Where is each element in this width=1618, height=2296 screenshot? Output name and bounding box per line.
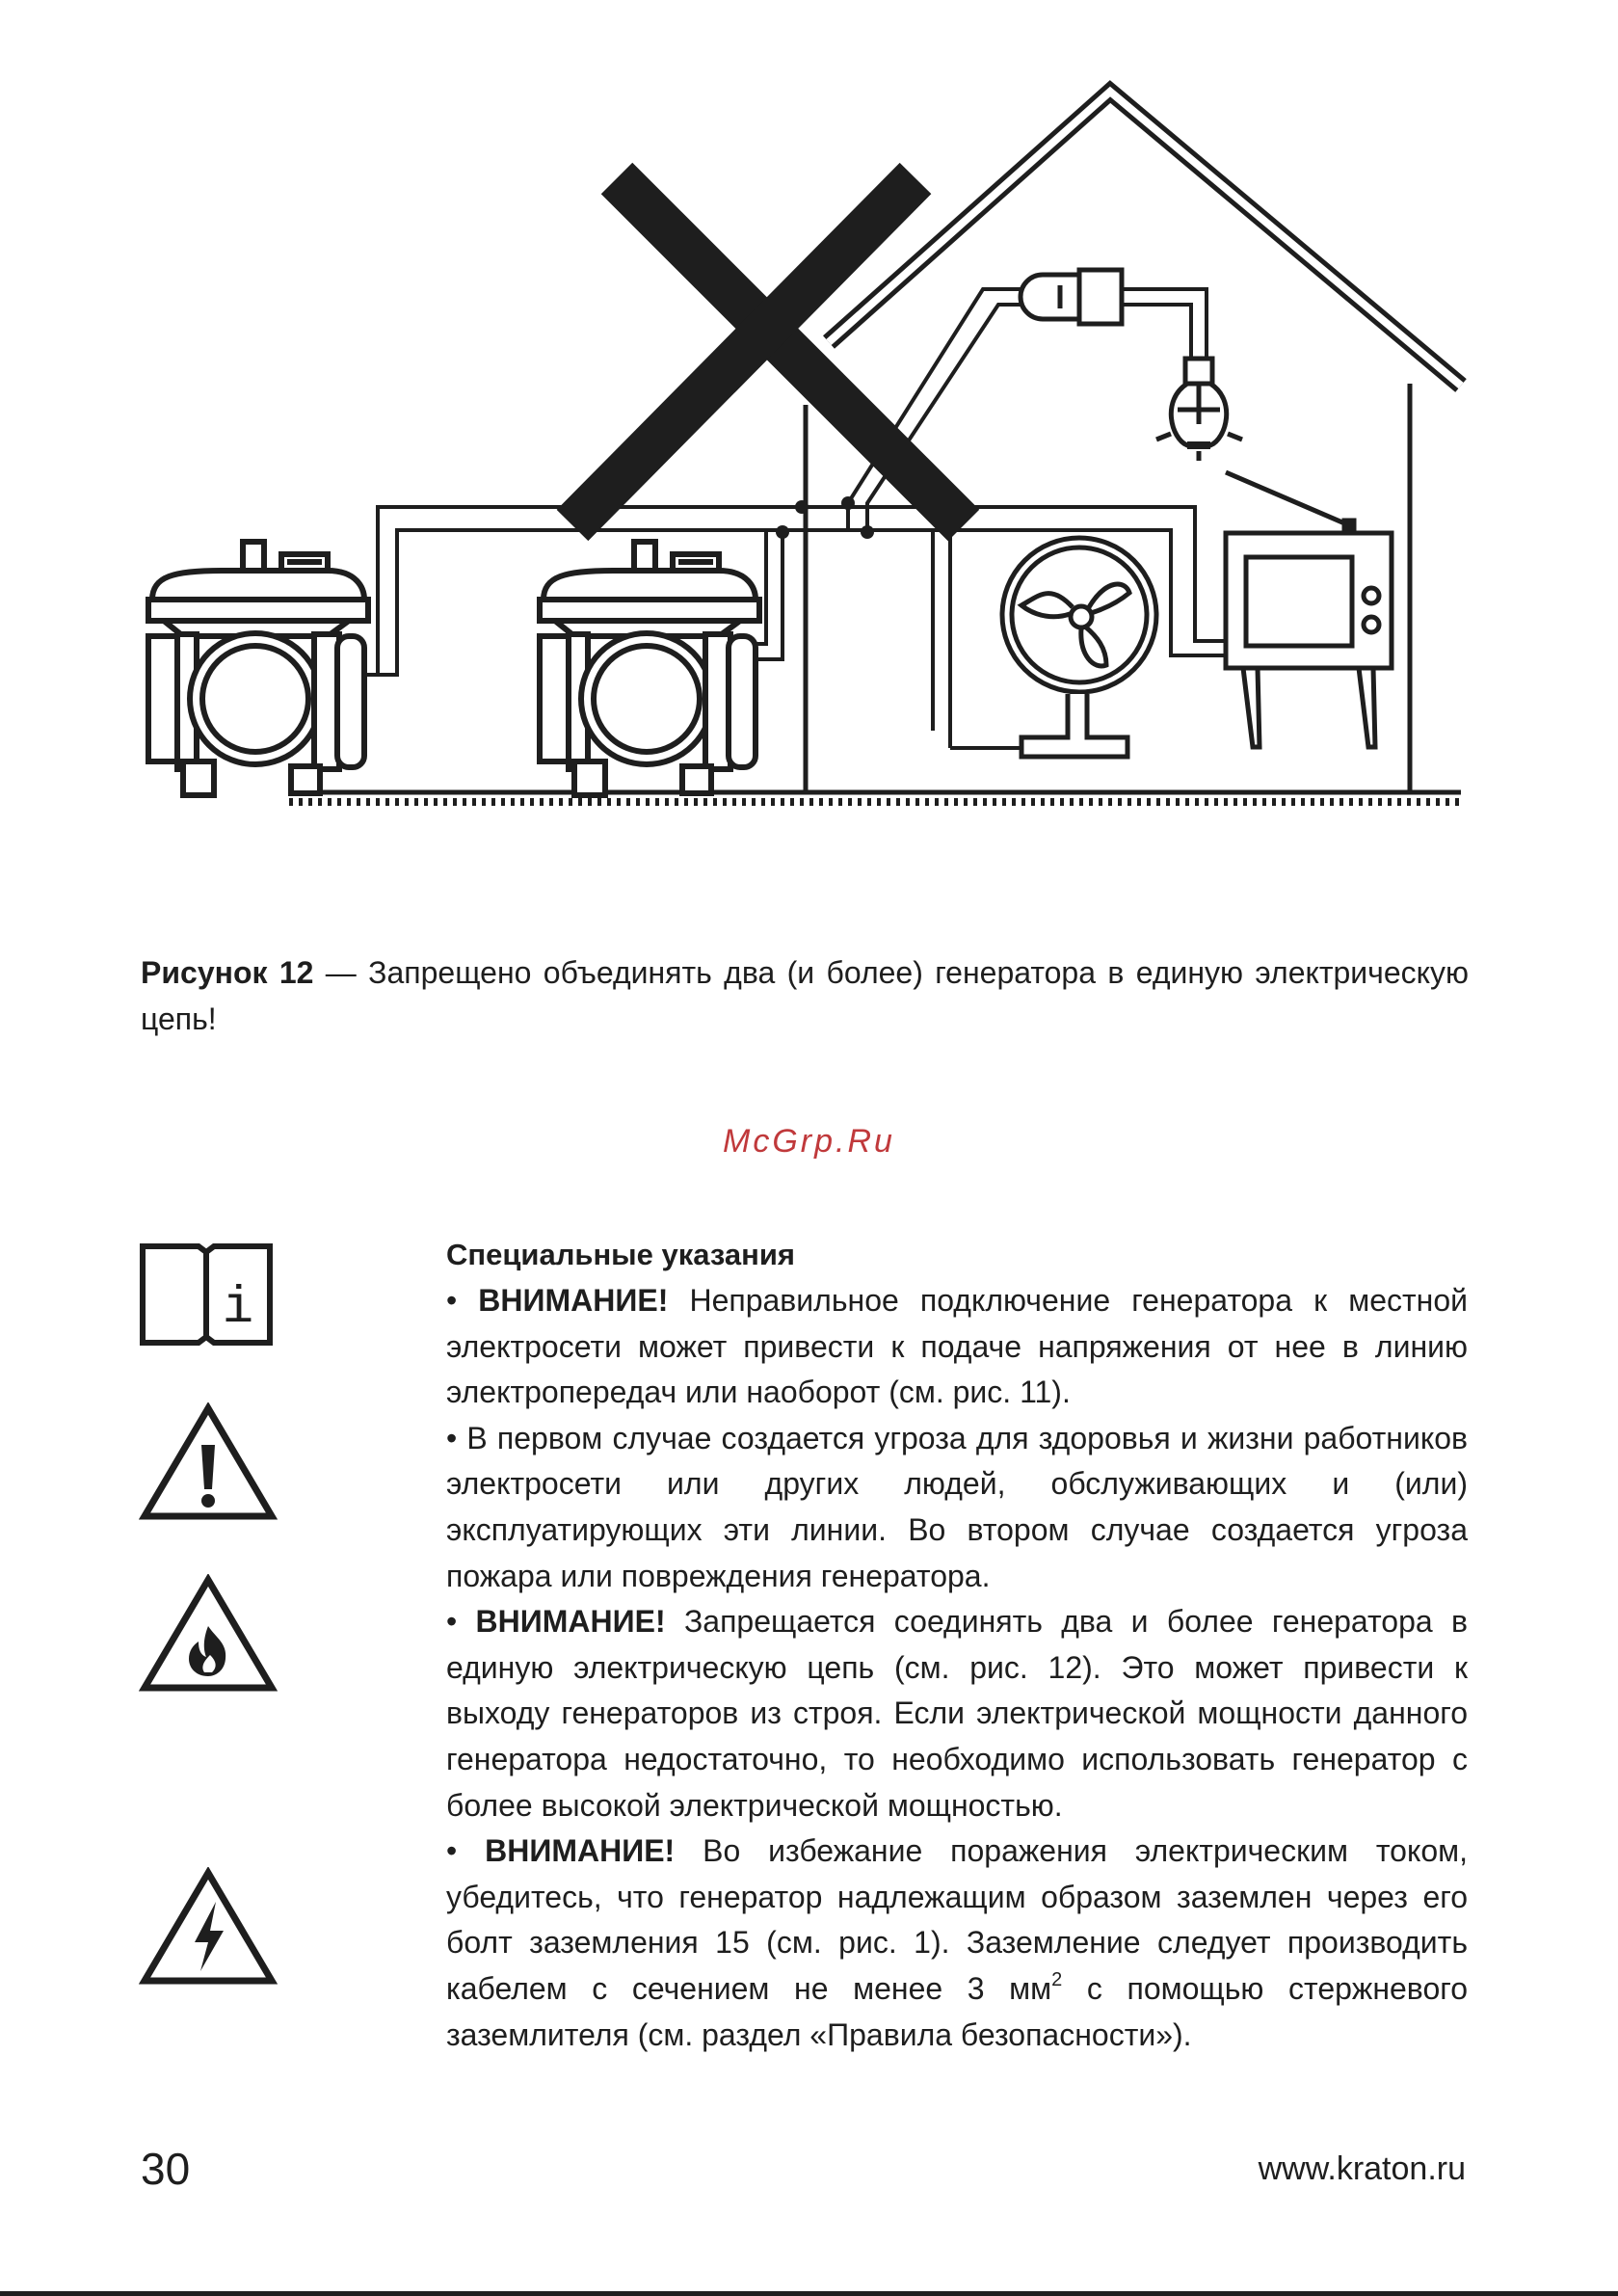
light-bulb-icon (1156, 359, 1242, 461)
figure-caption (141, 949, 1469, 1042)
prohibition-cross-icon (572, 178, 964, 525)
note-item-3: • ВНИМАНИЕ! Запрещается соединять два и более генератора в единую электрическую цепь (см. рис. 12). Это может привести к выходу генераторов из строя. Если электрической мощности данного генератора недостаточно, то необходимо использовать генератор с более высокой электрической мощностью. (446, 1604, 1469, 1823)
note-warning-label: ВНИМАНИЕ! (475, 1604, 666, 1640)
wire-junctions (776, 496, 874, 539)
watermark: McGrp.Ru (723, 1123, 895, 1160)
note-item-1: • ВНИМАНИЕ! Неправильное подключение генератора к местной электросети может привести к подаче напряжения от нее в линию электропередач или наоборот (см. рис. 11). (446, 1283, 1469, 1410)
warning-triangle-icon (139, 1402, 278, 1523)
plug-icon (1021, 270, 1122, 324)
television-icon (1226, 472, 1392, 747)
note-warning-label: ВНИМАНИЕ! (485, 1833, 676, 1869)
ground-line (289, 792, 1461, 802)
figure-12-illustration (0, 0, 1618, 868)
page-number: 30 (141, 2144, 191, 2194)
note-item-4: • ВНИМАНИЕ! Во избежание поражения электрическим током, убедитесь, что генератор надлежащим образом заземлен через его болт заземления 15 (см. рис. 1). Заземление следует производить кабелем с сечением не менее 3 $мм^2$ с помощью стержневого заземлителя (см. раздел «Правила безопасности»). (446, 1833, 1469, 2052)
house-roof (829, 92, 1461, 386)
info-letter: i (222, 1279, 254, 1338)
bottom-rule (0, 2291, 1618, 2296)
generator-2 (540, 542, 759, 795)
book-info-icon (139, 1237, 274, 1350)
special-notes (446, 1232, 1468, 2058)
caption-label: Рисунок 12 (141, 955, 314, 990)
fan-icon (1002, 538, 1156, 757)
caption-text: — Запрещено объединять два (и более) генератора в единую электрическую цепь! (141, 955, 1470, 1036)
note-item-2: • В первом случае создается угроза для здоровья и жизни работников электросети или других людей, обслуживающих и (или) эксплуатирующих эти линии. Во втором случае создается угроза пожара или повреждения генератора. (446, 1420, 1469, 1593)
note-warning-label: ВНИМАНИЕ! (478, 1283, 669, 1318)
notes-title: Специальные указания (446, 1238, 795, 1271)
electric-hazard-icon (139, 1867, 278, 1988)
website-link[interactable]: www.kraton.ru (1258, 2150, 1466, 2187)
fire-hazard-icon (139, 1574, 278, 1695)
superscript-2: 2 (1051, 1968, 1063, 1990)
generator-1 (148, 542, 368, 795)
